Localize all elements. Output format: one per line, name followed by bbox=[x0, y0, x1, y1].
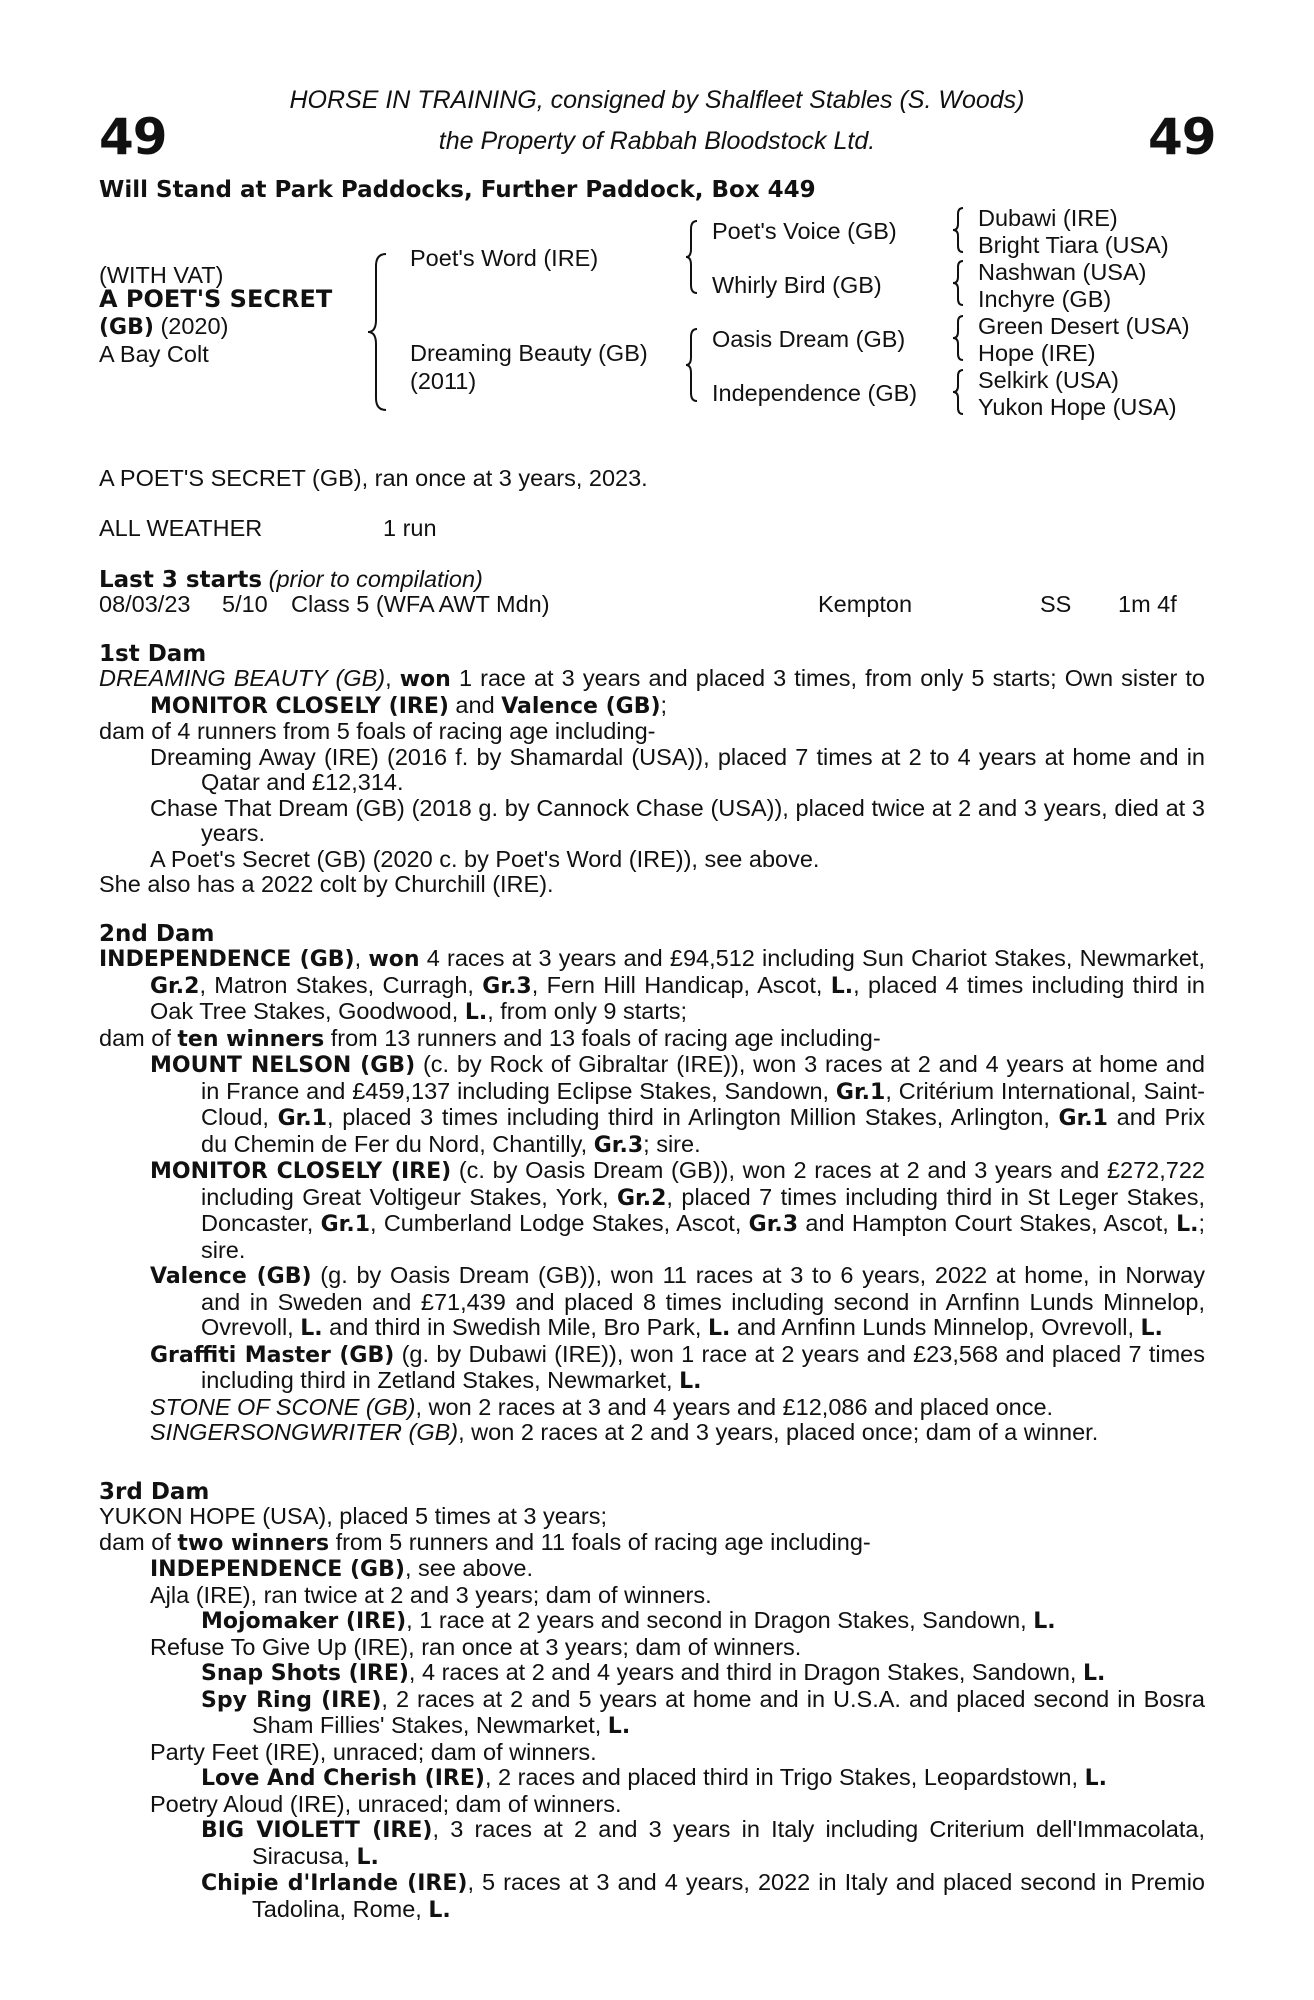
race-summary: A POET'S SECRET (GB), ran once at 3 years, 2023. bbox=[99, 465, 648, 491]
horse-name: A POET'S SECRET bbox=[99, 285, 333, 313]
pedigree-sdd: Inchyre (GB) bbox=[978, 286, 1112, 312]
stand-location: Will Stand at Park Paddocks, Further Paddock, Box 449 bbox=[99, 177, 816, 203]
pedigree-brace-dam bbox=[684, 327, 700, 403]
third-dam-heading: 3rd Dam bbox=[99, 1479, 210, 1505]
second-dam-text: INDEPENDENCE (GB), won 4 races at 3 years and £94,512 including Sun Chariot Stakes, Newmarket, Gr.2, Matron Stakes, Curragh, Gr.3, Fern Hill Handicap, Ascot, L., placed 4 times including third in Oak Tree Stakes, Goodwood, L., from only 9 starts; dam of ten winners from 13 runners and 13 foals of racing age including- MOUNT NELSON (GB) (c. by Rock of Gibraltar (IRE)), won 3 races at 2 and 4 years at home and in France and £459,137 including Eclipse Stakes, Sandown, Gr.1, Critérium International, Saint-Cloud, Gr.1, placed 3 times including third in Arlington Million Stakes, Arlington, Gr.1 and Prix du Chemin de Fer du Nord, Chantilly, Gr.3; sire. MONITOR CLOSELY (IRE) (c. by Oasis Dream (GB)), won 2 races at 2 and 3 years and £272,722 including Great Voltigeur Stakes, York, Gr.2, placed 7 times including third in St Leger Stakes, Doncaster, Gr.1, Cumberland Lodge Stakes, Ascot, Gr.3 and Hampton Court Stakes, Ascot, L.; sire. Valence (GB) (g. by Oasis Dream (GB)), won 11 races at 3 to 6 years, 2022 at home, in Norway and in Sweden and £71,439 and placed 8 times including second in Arnfinn Lunds Minnelop, Ovrevoll, L. and third in Swedish Mile, Bro Park, L. and Arnfinn Lunds Minnelop, Ovrevoll, L. Graffiti Master (GB) (g. by Dubawi (IRE)), won 1 race at 2 years and £23,568 and placed 7 times including third in Zetland Stakes, Newmarket, L. STONE OF SCONE (GB), won 2 races at 3 and 4 years and £12,086 and placed once. SINGERSONGWRITER (GB), won 2 races at 2 and 3 years, placed once; dam of a winner. bbox=[99, 945, 1206, 1445]
second-dam-heading: 2nd Dam bbox=[99, 921, 215, 947]
start-course: Kempton bbox=[818, 591, 913, 617]
consignor-line: HORSE IN TRAINING, consigned by Shalfleet Stables (S. Woods) bbox=[289, 86, 1025, 114]
pedigree-dam: Dreaming Beauty (GB) bbox=[410, 340, 648, 366]
first-dam-text: DREAMING BEAUTY (GB), won 1 race at 3 years and placed 3 times, from only 5 starts; Own sister to MONITOR CLOSELY (IRE) and Valence (GB); dam of 4 runners from 5 foals of racing age including- Dreaming Away (IRE) (2016 f. by Shamardal (USA)), placed 7 times at 2 to 4 years at home and in Qatar and £12,314. Chase That Dream (GB) (2018 g. by Cannock Chase (USA)), placed twice at 2 and 3 years, died at 3 years. A Poet's Secret (GB) (2020 c. by Poet's Word (IRE)), see above. She also has a 2022 colt by Churchill (IRE). bbox=[99, 665, 1205, 897]
pedigree-dss: Green Desert (USA) bbox=[978, 313, 1190, 339]
pedigree-brace-main bbox=[366, 252, 392, 412]
lot-number-right: 49 bbox=[1148, 108, 1216, 166]
first-dam-heading: 1st Dam bbox=[99, 641, 207, 667]
vat-note: (WITH VAT) bbox=[99, 262, 224, 288]
pedigree-dam-sire: Oasis Dream (GB) bbox=[712, 326, 906, 352]
last-starts-heading: Last 3 starts (prior to compilation) bbox=[99, 566, 483, 593]
horse-suffix: (GB) (2020) bbox=[99, 313, 229, 340]
third-dam-text: YUKON HOPE (USA), placed 5 times at 3 years; dam of two winners from 5 runners and 11 foals of racing age including- INDEPENDENCE (GB), see above. Ajla (IRE), ran twice at 2 and 3 years; dam of winners. Mojomaker (IRE), 1 race at 2 years and second in Dragon Stakes, Sandown, L. Refuse To Give Up (IRE), ran once at 3 years; dam of winners. Snap Shots (IRE), 4 races at 2 and 4 years and third in Dragon Stakes, Sandown, L. Spy Ring (IRE), 2 races at 2 and 5 years at home and in U.S.A. and placed second in Bosra Sham Fillies' Stakes, Newmarket, L. Party Feet (IRE), unraced; dam of winners. Love And Cherish (IRE), 2 races and placed third in Trigo Stakes, Leopardstown, L. Poetry Aloud (IRE), unraced; dam of winners. BIG VIOLETT (IRE), 3 races at 2 and 3 years in Italy including Criterium dell'Immacolata, Siracusa, L. Chipie d'Irlande (IRE), 5 races at 3 and 4 years, 2022 in Italy and placed second in Premio Tadolina, Rome, L. bbox=[99, 1503, 1205, 1923]
pedigree-sire-sire: Poet's Voice (GB) bbox=[712, 218, 897, 244]
pedigree-dam-dam: Independence (GB) bbox=[712, 380, 918, 406]
pedigree-sds: Nashwan (USA) bbox=[978, 259, 1147, 285]
pedigree-brace-ss bbox=[951, 206, 967, 254]
pedigree-dsd: Hope (IRE) bbox=[978, 340, 1096, 366]
start-date: 08/03/23 bbox=[99, 591, 191, 617]
pedigree-dds: Selkirk (USA) bbox=[978, 367, 1120, 393]
pedigree-brace-ds bbox=[951, 314, 967, 362]
pedigree-brace-dd bbox=[951, 368, 967, 416]
start-race: Class 5 (WFA AWT Mdn) bbox=[291, 591, 550, 617]
pedigree-ddd: Yukon Hope (USA) bbox=[978, 394, 1177, 420]
start-distance: 1m 4f bbox=[1118, 591, 1177, 617]
pedigree-sire: Poet's Word (IRE) bbox=[410, 245, 599, 271]
pedigree-sss: Dubawi (IRE) bbox=[978, 205, 1118, 231]
start-going: SS bbox=[1040, 591, 1072, 617]
pedigree-ssd: Bright Tiara (USA) bbox=[978, 232, 1169, 258]
pedigree-brace-sire bbox=[684, 219, 700, 295]
pedigree-brace-sd bbox=[951, 259, 967, 307]
pedigree-sire-dam: Whirly Bird (GB) bbox=[712, 272, 882, 298]
property-line: the Property of Rabbah Bloodstock Ltd. bbox=[438, 127, 876, 155]
record-runs: 1 run bbox=[383, 515, 437, 541]
pedigree-dam-year: (2011) bbox=[410, 368, 477, 394]
start-position: 5/10 bbox=[222, 591, 268, 617]
record-surface: ALL WEATHER bbox=[99, 515, 263, 541]
horse-description: A Bay Colt bbox=[99, 341, 209, 367]
lot-number-left: 49 bbox=[99, 108, 167, 166]
